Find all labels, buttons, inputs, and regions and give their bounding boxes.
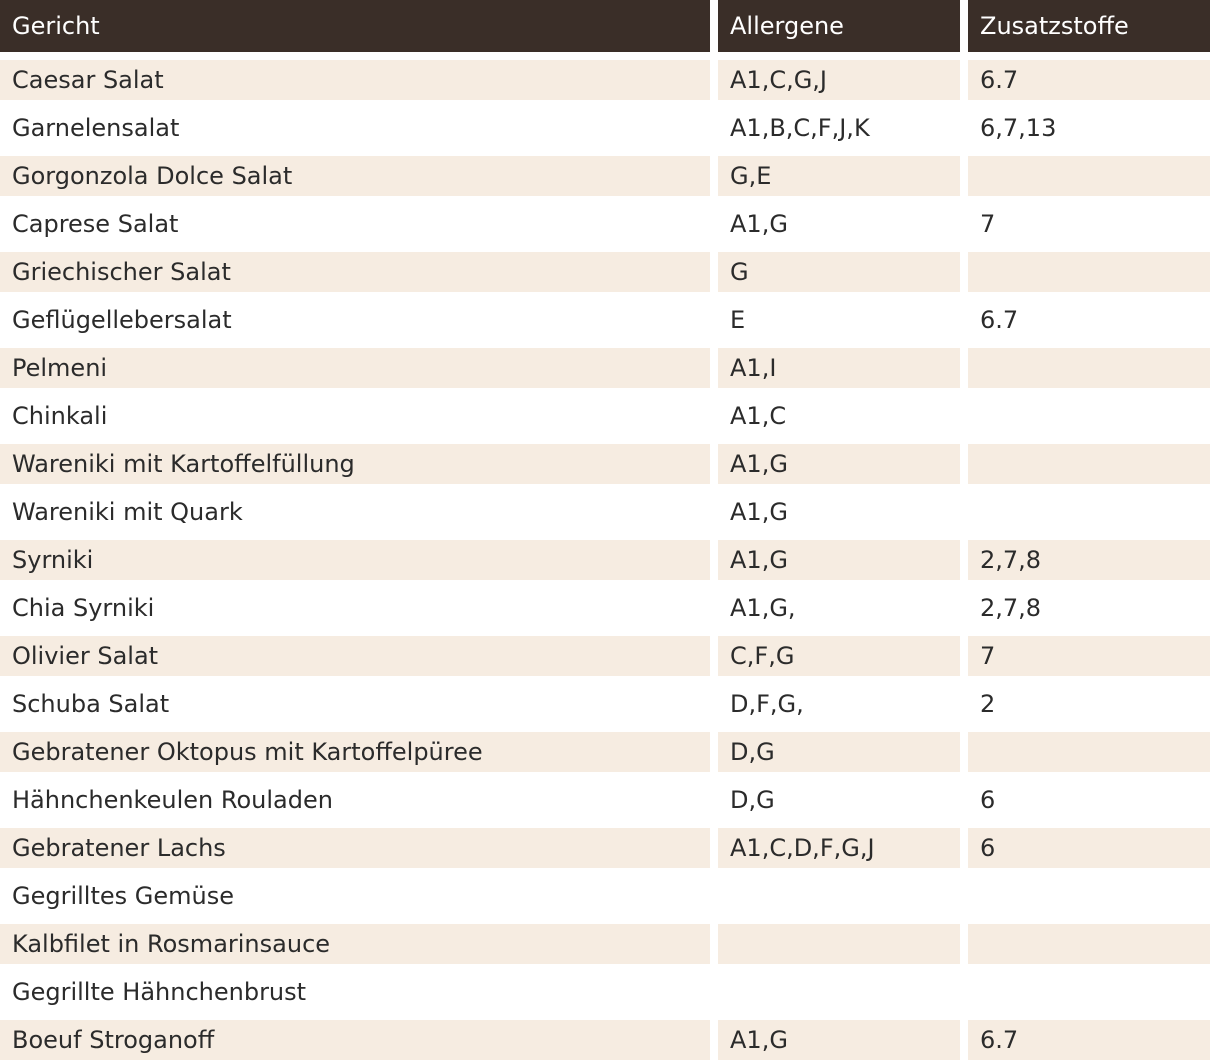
dish-cell: Geflügellebersalat: [12, 306, 232, 334]
table-row: [0, 628, 1210, 676]
table-row: [0, 436, 1210, 484]
table-row: [0, 916, 1210, 964]
allergens-cell: A1,C,D,F,G,J: [718, 828, 960, 868]
dish-cell: Wareniki mit Quark: [12, 498, 243, 526]
table-row: [0, 964, 1210, 1012]
table-row: [0, 196, 1210, 244]
dish-cell: Garnelensalat: [12, 114, 180, 142]
additives-cell: 2: [980, 690, 996, 718]
additives-cell: 2,7,8: [968, 540, 1210, 580]
table-row: [0, 100, 1210, 148]
allergens-cell: G,E: [718, 156, 960, 196]
dish-cell: Pelmeni: [0, 348, 710, 388]
allergens-cell: D,F,G,: [730, 690, 804, 718]
additives-cell: [968, 924, 1210, 964]
dish-cell: Chinkali: [12, 402, 108, 430]
table-row: [0, 388, 1210, 436]
additives-cell: [968, 348, 1210, 388]
table-row: [0, 340, 1210, 388]
dish-cell: Kalbfilet in Rosmarinsauce: [0, 924, 710, 964]
additives-cell: 6.7: [968, 60, 1210, 100]
allergens-cell: [718, 972, 960, 1012]
dish-cell: Gegrillte Hähnchenbrust: [12, 978, 307, 1006]
table-row: [0, 244, 1210, 292]
dish-cell: Gebratener Lachs: [0, 828, 710, 868]
table-body: [0, 52, 1210, 1060]
allergens-cell: A1,C: [730, 402, 787, 430]
allergens-cell: A1,G,: [730, 594, 796, 622]
additives-cell: 7: [968, 636, 1210, 676]
table-row: [0, 676, 1210, 724]
dish-cell: Caprese Salat: [12, 210, 179, 238]
dish-cell: Syrniki: [0, 540, 710, 580]
dish-cell: Chia Syrniki: [12, 594, 155, 622]
additives-cell: 2,7,8: [980, 594, 1042, 622]
dish-cell: Gorgonzola Dolce Salat: [0, 156, 710, 196]
allergens-cell: D,G: [730, 786, 775, 814]
allergens-cell: [718, 924, 960, 964]
table-row: [0, 1012, 1210, 1060]
table-row: [0, 484, 1210, 532]
dish-cell: Gegrilltes Gemüse: [12, 882, 234, 910]
allergens-cell: A1,G: [718, 1020, 960, 1060]
dish-cell: Boeuf Stroganoff: [0, 1020, 710, 1060]
additives-cell: [968, 444, 1210, 484]
table-row: [0, 148, 1210, 196]
additives-cell: [968, 972, 1210, 1012]
allergens-cell: A1,B,C,F,J,K: [730, 114, 870, 142]
table-row: [0, 772, 1210, 820]
dish-cell: Griechischer Salat: [0, 252, 710, 292]
dish-cell: Olivier Salat: [0, 636, 710, 676]
header-additives: Zusatzstoffe: [968, 0, 1210, 52]
table-row: [0, 292, 1210, 340]
header-allergens: Allergene: [718, 0, 960, 52]
dish-cell: Caesar Salat: [0, 60, 710, 100]
allergens-cell: G: [718, 252, 960, 292]
table-row: [0, 580, 1210, 628]
additives-cell: [968, 156, 1210, 196]
dish-cell: Schuba Salat: [12, 690, 170, 718]
allergens-cell: A1,C,G,J: [718, 60, 960, 100]
additives-cell: 6,7,13: [980, 114, 1057, 142]
dish-cell: Wareniki mit Kartoffelfüllung: [0, 444, 710, 484]
allergens-cell: A1,I: [718, 348, 960, 388]
table-row: [0, 724, 1210, 772]
allergens-cell: A1,G: [718, 444, 960, 484]
allergens-cell: D,G: [718, 732, 960, 772]
table-row: [0, 820, 1210, 868]
table-header-row: [0, 0, 1210, 52]
additives-cell: [968, 396, 1210, 436]
additives-cell: [968, 492, 1210, 532]
dish-cell: Gebratener Oktopus mit Kartoffelpüree: [0, 732, 710, 772]
additives-cell: 7: [980, 210, 996, 238]
allergens-cell: C,F,G: [718, 636, 960, 676]
dish-cell: Hähnchenkeulen Rouladen: [12, 786, 333, 814]
table-row: [0, 868, 1210, 916]
additives-cell: 6.7: [968, 1020, 1210, 1060]
allergens-cell: A1,G: [730, 210, 788, 238]
table-row: [0, 532, 1210, 580]
table-row: [0, 52, 1210, 100]
header-dish: Gericht: [0, 0, 710, 52]
additives-cell: 6.7: [980, 306, 1019, 334]
additives-cell: [968, 876, 1210, 916]
additives-cell: 6: [980, 786, 996, 814]
additives-cell: [968, 732, 1210, 772]
allergens-cell: E: [730, 306, 746, 334]
allergens-cell: A1,G: [718, 540, 960, 580]
allergens-cell: [718, 876, 960, 916]
additives-cell: 6: [968, 828, 1210, 868]
allergens-cell: A1,G: [730, 498, 788, 526]
additives-cell: [968, 252, 1210, 292]
